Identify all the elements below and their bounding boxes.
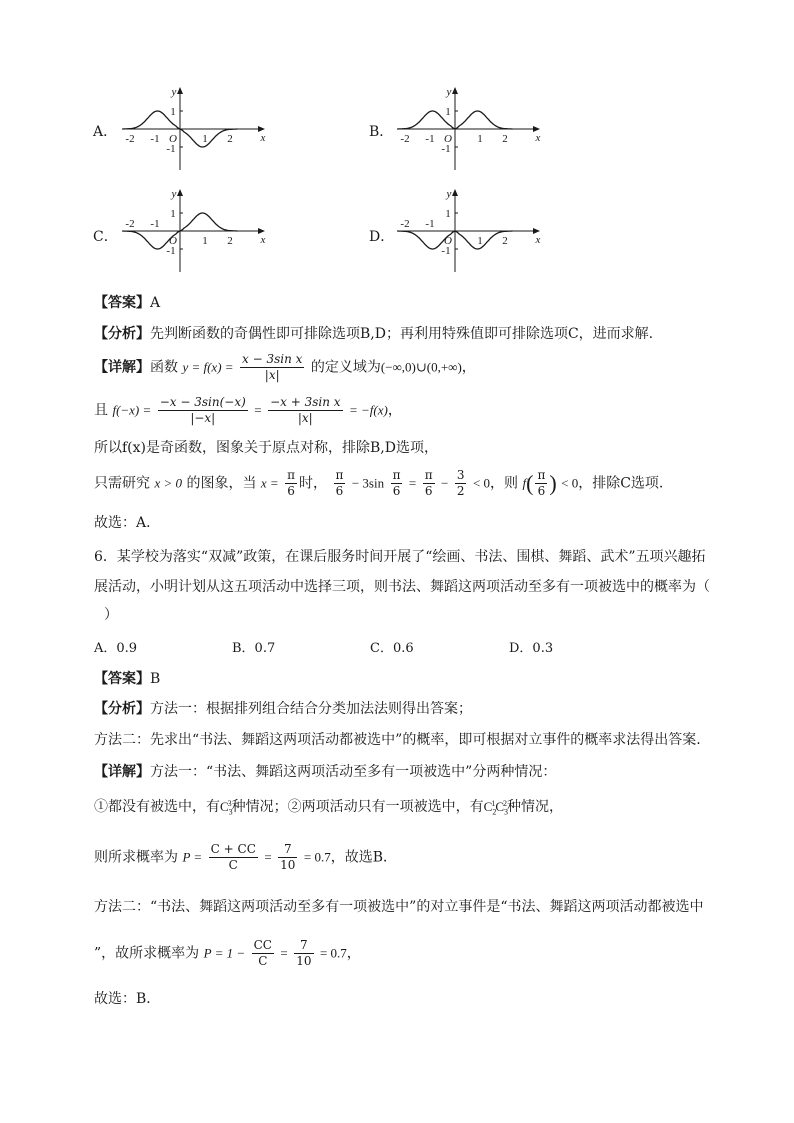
fraction-numerator: x − 3sin x [242, 352, 303, 366]
x-axis-label: x [535, 234, 541, 246]
analysis-tag: 【分析】 [94, 326, 150, 342]
combination: $C_3^3$ [220, 798, 233, 817]
option-label-b: B． [369, 124, 394, 140]
fraction-numerator: π [335, 468, 344, 482]
y-axis-label: y [171, 86, 177, 98]
tick-label: 2 [502, 133, 508, 145]
option-label-d: D． [369, 229, 395, 245]
fraction-numerator: −x + 3sin x [270, 395, 341, 409]
math-expression: f(−x) = [112, 402, 152, 418]
y-tick-label: 1 [170, 106, 176, 118]
detail-text: ，故选B． [330, 849, 397, 866]
y-axis-arrow [452, 189, 458, 196]
fraction-numerator: CC [253, 938, 272, 952]
fraction-denominator: C [228, 858, 238, 872]
fraction [158, 395, 248, 426]
q6-analysis-line-2: 方法二：先求出“书法、舞蹈这两项活动都被选中”的概率，即可根据对立事件的概率求法得出答案. [94, 732, 701, 748]
fraction [334, 468, 346, 499]
q6-answer-line [94, 668, 160, 688]
probability-fraction [209, 842, 258, 873]
q6-stem-line-3: ） [104, 607, 118, 623]
y-tick-label: 1 [445, 106, 451, 118]
math-expression: f [522, 475, 527, 491]
fraction-denominator: |x| [264, 368, 280, 382]
math-expression: = 0.7 [303, 849, 331, 865]
detail-text: 种情况；②两项活动只有一项被选中，有 [231, 799, 484, 815]
detail-text: ，排除C选项. [578, 475, 664, 492]
q6-detail-line-1 [94, 761, 556, 781]
math-expression: x = [260, 475, 279, 491]
tick-label: O [444, 133, 452, 145]
detail-text: 则所求概率为 [94, 849, 178, 866]
q6-choice-a: A．0.9 [94, 641, 138, 656]
detail-tag: 【详解】 [94, 359, 150, 376]
fraction [278, 842, 297, 873]
detail-text: 种情况， [507, 799, 564, 815]
y-tick-label: -1 [166, 245, 176, 257]
math-expression: = [408, 475, 417, 491]
tick-label: O [444, 235, 452, 247]
answer-tag: 【答案】 [94, 295, 150, 311]
graph-option-c [120, 187, 270, 277]
fraction [391, 468, 403, 499]
q6-analysis-line-1 [94, 698, 472, 718]
graph-option-d [395, 187, 545, 277]
tick-label: O [169, 133, 177, 145]
fraction [455, 468, 467, 499]
q6-detail-line-2 [94, 796, 563, 817]
q6-detail-line-5 [94, 938, 361, 969]
q6-detail-line-4: 方法二：“书法、舞蹈这两项活动至多有一项被选中”的对立事件是“书法、舞蹈这两项活动都被选中 [94, 899, 704, 915]
q5-analysis-line [94, 323, 653, 343]
tick-label: -2 [400, 218, 410, 230]
fraction-denominator: 6 [537, 484, 546, 498]
tick-label: -2 [125, 218, 135, 230]
graph-option-b [395, 85, 545, 175]
tick-label: -1 [425, 133, 435, 145]
detail-text: ，则 [490, 475, 519, 492]
y-axis-label: y [171, 188, 177, 200]
fraction-numerator: 3 [456, 468, 465, 482]
function-fraction [240, 352, 304, 383]
tick-label: 2 [227, 133, 233, 145]
detail-text: ①都没有被选中，有 [94, 799, 220, 815]
tick-label: 1 [202, 133, 208, 145]
q5-conclusion: 故选：A． [94, 515, 161, 531]
y-axis-label: y [446, 188, 452, 200]
detail-text: ， [387, 402, 402, 419]
tick-label: -1 [425, 218, 435, 230]
detail-text: 只需研究 [94, 475, 150, 492]
fraction-denominator: 6 [424, 484, 433, 498]
probability-fraction [252, 938, 274, 969]
fraction-numerator: 7 [278, 842, 297, 858]
fraction-denominator: 10 [280, 858, 296, 872]
detail-text: ”，故所求概率为 [94, 945, 200, 962]
fraction [285, 468, 297, 499]
math-expression: − 3sin [351, 475, 385, 491]
q6-detail-line-3 [94, 842, 397, 873]
fraction-numerator: 7 [294, 938, 313, 954]
tick-label: 2 [227, 235, 233, 247]
fraction-denominator: 6 [392, 484, 401, 498]
tick-label: -2 [400, 133, 410, 145]
fraction [423, 468, 435, 499]
detail-text: 的定义域为 [310, 359, 381, 376]
detail-text: 时， [299, 475, 328, 492]
y-axis-arrow [177, 87, 183, 94]
math-expression: x > 0 [154, 475, 182, 491]
tick-label: 2 [502, 235, 508, 247]
fraction-numerator: π [537, 468, 546, 482]
math-expression: = [280, 945, 288, 961]
tick-label: 1 [202, 235, 208, 247]
analysis-text: 先判断函数的奇偶性即可排除选项B,D；再利用特殊值即可排除选项C，进而求解. [150, 326, 654, 342]
detail-text: 且 [94, 402, 108, 419]
analysis-text: 方法一：根据排列组合结合分类加法法则得出答案； [150, 701, 472, 717]
math-expression: − [441, 475, 449, 491]
fraction-denominator: |x| [297, 411, 313, 425]
tick-label: 1 [477, 235, 483, 247]
domain-expression: (−∞,0)∪(0,+∞) [380, 359, 462, 375]
q6-stem-line-2: 展活动，小明计划从这五项活动中选择三项，则书法、舞蹈这两项活动至多有一项被选中的概率为（ [94, 579, 710, 595]
math-expression: = [264, 849, 272, 865]
x-axis-label: x [260, 234, 266, 246]
q6-conclusion: 故选：B． [94, 991, 161, 1007]
fraction-numerator: π [424, 468, 433, 482]
answer-value: B [150, 671, 161, 687]
fraction-numerator: π [287, 468, 296, 482]
math-expression: P = [182, 849, 203, 865]
fraction-denominator: 10 [296, 954, 312, 968]
q5-answer-line [94, 292, 160, 312]
x-axis-label: x [260, 132, 266, 144]
function-expression: y = f(x) = [182, 359, 234, 375]
fraction-denominator: |−x| [190, 411, 216, 425]
detail-text: ， [461, 359, 476, 376]
q5-detail-line-3: 所以f(x)是奇函数，图象关于原点对称，排除B,D选项， [94, 440, 438, 456]
combination: $C_2^1C_3^2$ [483, 798, 509, 817]
tick-label: O [169, 235, 177, 247]
q6-stem-line-1: 6．某学校为落实“双减”政策，在课后服务时间开展了“绘画、书法、围棋、舞蹈、武术”五项兴趣拓 [94, 549, 706, 565]
fraction [535, 468, 547, 499]
fraction [268, 395, 342, 426]
q5-detail-line-4: 只需研究 x > 0 的图象，当 x = $\frac{\pi}{6}$ 时， $\frac{\pi}{6}$ − 3sin $\frac{\pi}{6}$ = $\frac{\pi}{6}$ − $\frac{3}{2}$ < 0，则 f( $\frac{\pi}{6}$ ) < 0，排除C选项. [94, 468, 664, 498]
y-tick-label: -1 [441, 143, 451, 155]
fraction-denominator: 2 [456, 484, 465, 498]
q6-choice-c: C．0.6 [370, 641, 414, 656]
option-label-a: A． [93, 124, 118, 140]
detail-text: 的图象，当 [186, 475, 257, 492]
y-tick-label: -1 [441, 245, 451, 257]
analysis-tag: 【分析】 [94, 701, 150, 717]
detail-text: ， [346, 945, 361, 962]
detail-text: 函数 [150, 359, 178, 376]
y-axis-arrow [452, 87, 458, 94]
fraction-numerator: C + CC [210, 842, 256, 856]
answer-tag: 【答案】 [94, 671, 150, 687]
tick-label: 1 [477, 133, 483, 145]
fraction-numerator: π [392, 468, 401, 482]
fraction-denominator: C [258, 954, 268, 968]
tick-label: -1 [150, 133, 160, 145]
q6-choice-b: B．0.7 [232, 641, 276, 656]
math-expression: = 0.7 [319, 945, 347, 961]
fraction-numerator: −x − 3sin(−x) [159, 395, 246, 409]
tick-label: -1 [150, 218, 160, 230]
math-expression: < 0 [472, 475, 491, 491]
y-tick-label: 1 [170, 208, 176, 220]
detail-tag: 【详解】 [94, 764, 150, 780]
fraction [294, 938, 313, 969]
math-expression: < 0 [561, 475, 579, 491]
math-expression: P = 1 − [203, 945, 246, 961]
q5-detail-line-2: 且 f(−x) = $\frac{-x - 3\sin(-x)}{|-x|}$ = $\frac{\text{−x + 3sin x}}{|x|}$ = −f(x)， [94, 395, 402, 425]
y-axis-label: y [446, 86, 452, 98]
math-expression: = −f(x) [348, 402, 388, 418]
tick-label: -2 [125, 133, 135, 145]
answer-value: A [150, 295, 161, 311]
graph-option-a [120, 85, 270, 175]
q6-choice-d: D．0.3 [509, 641, 554, 656]
x-axis-label: x [535, 132, 541, 144]
fraction-denominator: 6 [287, 484, 295, 498]
q5-detail-line-1 [94, 352, 476, 383]
y-tick-label: -1 [166, 143, 176, 155]
y-axis-arrow [177, 189, 183, 196]
y-tick-label: 1 [445, 208, 451, 220]
fraction-denominator: 6 [335, 484, 344, 498]
option-label-c: C． [93, 229, 118, 245]
detail-text: 方法一：“书法、舞蹈这两项活动至多有一项被选中”分两种情况： [150, 764, 557, 780]
